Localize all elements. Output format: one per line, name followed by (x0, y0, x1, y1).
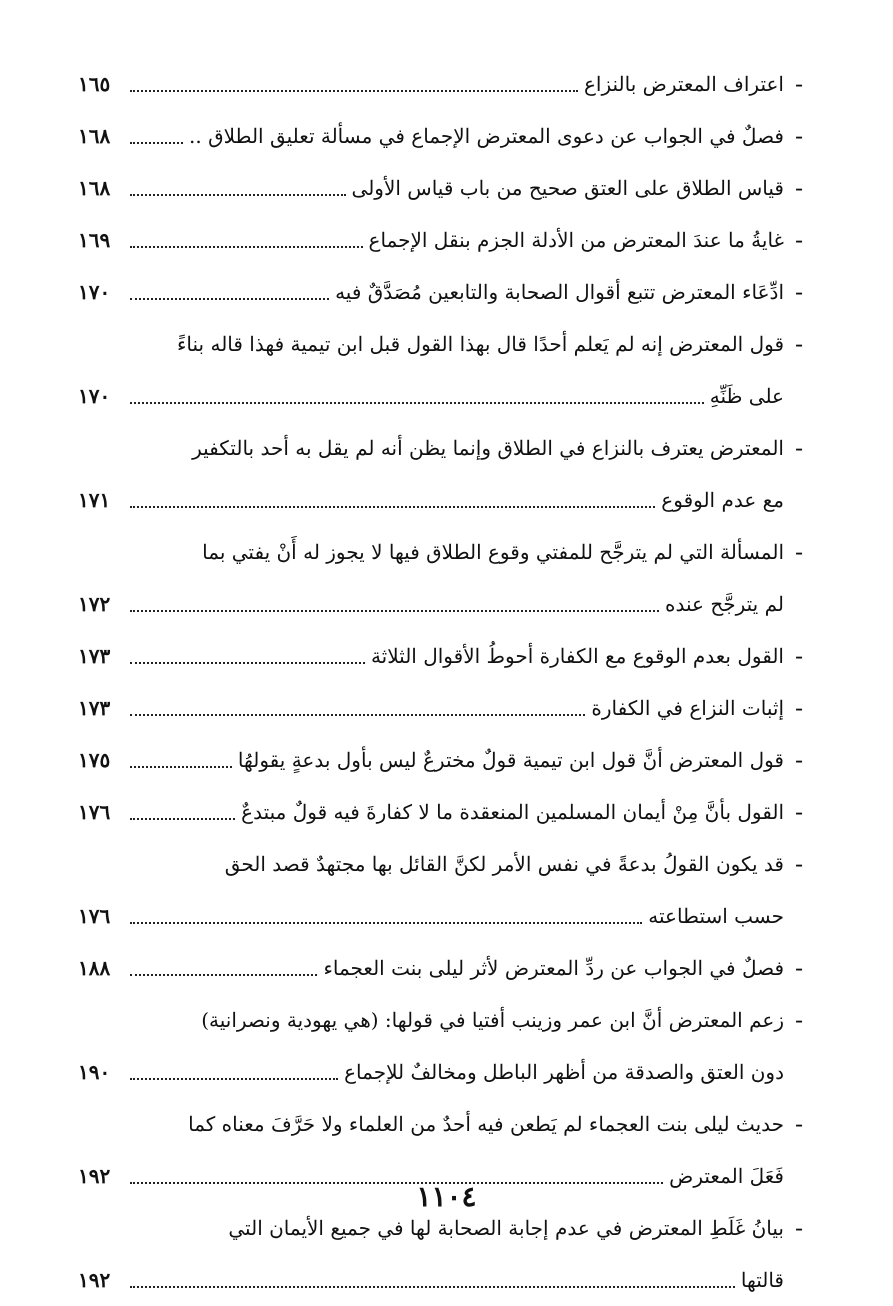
toc-entry-line (78, 214, 784, 266)
toc-entry-line (78, 110, 784, 162)
toc-entry-body (78, 110, 784, 162)
dash-bullet: - (794, 746, 804, 774)
toc-entry-title: قول المعترض أنَّ قول ابن تيمية قولٌ مخترعٌ ليس بأول بدعةٍ يقولهُا (237, 748, 784, 772)
toc-entry-body (78, 994, 784, 1098)
toc-entry (78, 422, 814, 526)
dash-bullet: - (794, 642, 804, 670)
toc-entry (78, 994, 814, 1098)
toc-page-number: ١٦٨ (78, 124, 111, 148)
toc-entry-title: القول بأنَّ مِنْ أيمان المسلمين المنعقدة ما لا كفارةَ فيه قولٌ مبتدعٌ (241, 800, 784, 824)
toc-entry-line (78, 786, 784, 838)
dot-leader (130, 246, 363, 248)
toc-entry-body (78, 526, 784, 630)
toc-entry-body (78, 1202, 784, 1306)
toc-entry-title: فصلٌ في الجواب عن دعوى المعترض الإجماع في مسألة تعليق الطلاق .. (189, 124, 784, 148)
toc-page-number: ١٧٠ (78, 384, 111, 408)
toc-entry-line (78, 266, 784, 318)
dash-bullet: - (794, 330, 804, 358)
dot-leader (130, 402, 704, 404)
toc-entry-body (78, 318, 784, 422)
dot-leader (130, 922, 642, 924)
toc-entry-title: إثبات النزاع في الكفارة (591, 696, 784, 720)
toc-entry (78, 266, 814, 318)
toc-entry-title: قول المعترض إنه لم يَعلم أحدًا قال بهذا القول قبل ابن تيمية فهذا قاله بناءً (177, 332, 784, 356)
toc-page-number: ١٦٩ (78, 228, 111, 252)
dash-bullet: - (794, 122, 804, 150)
toc-entry-title: بيانُ غَلَطِ المعترض في عدم إجابة الصحابة لها في جميع الأيمان التي (228, 1216, 784, 1240)
toc-page-number: ١٧٥ (78, 748, 111, 772)
toc-entry-title: المعترض يعترف بالنزاع في الطلاق وإنما يظن أنه لم يقل به أحد بالتكفير (192, 436, 784, 460)
toc-entry-title: حسب استطاعته (648, 904, 784, 928)
toc-entry (78, 110, 814, 162)
toc-entry-line (78, 474, 784, 526)
toc-entry-line (78, 318, 784, 370)
dash-bullet: - (794, 434, 804, 462)
dash-bullet: - (794, 694, 804, 722)
dash-bullet: - (794, 538, 804, 566)
toc-page-number: ١٧٣ (78, 644, 111, 668)
toc-page-number: ١٧٦ (78, 800, 111, 824)
toc-entry-title: قياس الطلاق على العتق صحيح من باب قياس الأولى (351, 176, 784, 200)
toc-entry-body (78, 58, 784, 110)
dash-bullet: - (794, 226, 804, 254)
toc-entry-line (78, 422, 784, 474)
toc-entry-title: لم يترجَّح عنده (665, 592, 784, 616)
dash-bullet: - (794, 1006, 804, 1034)
toc-entry-title: المسألة التي لم يترجَّح للمفتي وقوع الطلاق فيها لا يجوز له أَنْ يفتي بما (202, 540, 784, 564)
toc-entry-line (78, 682, 784, 734)
toc-entry-line (78, 942, 784, 994)
page-number: ١١٠٤ (416, 1180, 477, 1213)
dash-bullet: - (794, 1110, 804, 1138)
toc-entry-title: دون العتق والصدقة من أظهر الباطل ومخالفٌ للإجماع (344, 1060, 784, 1084)
toc-entry (78, 1202, 814, 1306)
toc-entry-line (78, 734, 784, 786)
toc-entry-body (78, 214, 784, 266)
toc-entry-body (78, 630, 784, 682)
dot-leader (130, 1078, 338, 1080)
dot-leader (130, 610, 659, 612)
toc-entry-body (78, 734, 784, 786)
toc-entry-title: غايةُ ما عندَ المعترض من الأدلة الجزم بنقل الإجماع (368, 228, 784, 252)
toc-page-number: ١٧١ (78, 488, 111, 512)
toc-entry-body (78, 682, 784, 734)
toc-entry-body (78, 266, 784, 318)
toc-entry-body (78, 942, 784, 994)
dot-leader (130, 662, 365, 664)
toc-entry (78, 734, 814, 786)
dot-leader (130, 714, 585, 716)
toc-entry (78, 838, 814, 942)
toc-entry-body (78, 422, 784, 526)
toc-entry-title: القول بعدم الوقوع مع الكفارة أحوطُ الأقوال الثلاثة (370, 644, 784, 668)
dot-leader (130, 818, 235, 820)
toc-page-number: ١٧٣ (78, 696, 111, 720)
dot-leader (130, 142, 183, 144)
toc-entry-line (78, 162, 784, 214)
toc-entry (78, 786, 814, 838)
dash-bullet: - (794, 70, 804, 98)
dot-leader (130, 1286, 735, 1288)
toc-entry-line (78, 1254, 784, 1306)
toc-entry-title: زعم المعترض أنَّ ابن عمر وزينب أفتيا في قولها: (هي يهودية ونصرانية) (201, 1008, 784, 1032)
toc-entry-line (78, 890, 784, 942)
toc-page-number: ١٩٠ (78, 1060, 111, 1084)
dot-leader (130, 194, 346, 196)
toc-entry-title: ادِّعَاء المعترض تتبع أقوال الصحابة والتابعين مُصَدَّقٌ فيه (335, 280, 784, 304)
toc-page-number: ١٧٢ (78, 592, 111, 616)
dash-bullet: - (794, 1214, 804, 1242)
dot-leader (130, 974, 317, 976)
toc-entry-body (78, 838, 784, 942)
toc-entry (78, 942, 814, 994)
dash-bullet: - (794, 174, 804, 202)
dot-leader (130, 766, 232, 768)
dash-bullet: - (794, 954, 804, 982)
toc-entry-line (78, 994, 784, 1046)
toc-entry-line (78, 1046, 784, 1098)
toc-entry-title: على ظَنِّهِ (709, 384, 784, 408)
toc-entry-body (78, 786, 784, 838)
toc-entry-title: قالتها (740, 1268, 784, 1292)
toc-entry-title: اعتراف المعترض بالنزاع (584, 72, 784, 96)
dot-leader (130, 506, 655, 508)
toc-entry (78, 318, 814, 422)
toc-entry (78, 58, 814, 110)
toc-entry (78, 682, 814, 734)
toc-page-number: ١٦٨ (78, 176, 111, 200)
toc-page-number: ١٩٢ (78, 1164, 111, 1188)
toc-entry-title: قد يكون القولُ بدعةً في نفس الأمر لكنَّ القائل بها مجتهدٌ قصد الحق (224, 852, 784, 876)
toc-entry-line (78, 1098, 784, 1150)
dot-leader (130, 90, 578, 92)
table-of-contents (78, 58, 814, 1306)
toc-entry-body (78, 162, 784, 214)
toc-page-number: ١٦٥ (78, 72, 111, 96)
toc-entry (78, 630, 814, 682)
dash-bullet: - (794, 850, 804, 878)
toc-page-number: ١٧٦ (78, 904, 111, 928)
toc-entry-title: فصلٌ في الجواب عن ردِّ المعترض لأثر ليلى بنت العجماء (323, 956, 784, 980)
toc-entry-line (78, 838, 784, 890)
dash-bullet: - (794, 278, 804, 306)
toc-entry-line (78, 630, 784, 682)
toc-entry (78, 214, 814, 266)
toc-entry-title: مع عدم الوقوع (661, 488, 784, 512)
toc-entry (78, 162, 814, 214)
toc-entry-line (78, 58, 784, 110)
toc-entry-line (78, 526, 784, 578)
toc-page-number: ١٩٢ (78, 1268, 111, 1292)
toc-page-number: ١٨٨ (78, 956, 111, 980)
dot-leader (130, 298, 329, 300)
toc-entry-title: فَعَلَ المعترض (669, 1164, 784, 1188)
dash-bullet: - (794, 798, 804, 826)
toc-entry-title: حديث ليلى بنت العجماء لم يَطعن فيه أحدٌ من العلماء ولا حَرَّفَ معناه كما (188, 1112, 784, 1136)
toc-entry (78, 526, 814, 630)
toc-page-number: ١٧٠ (78, 280, 111, 304)
toc-list (78, 58, 814, 1306)
toc-entry-line (78, 370, 784, 422)
toc-entry-line (78, 578, 784, 630)
